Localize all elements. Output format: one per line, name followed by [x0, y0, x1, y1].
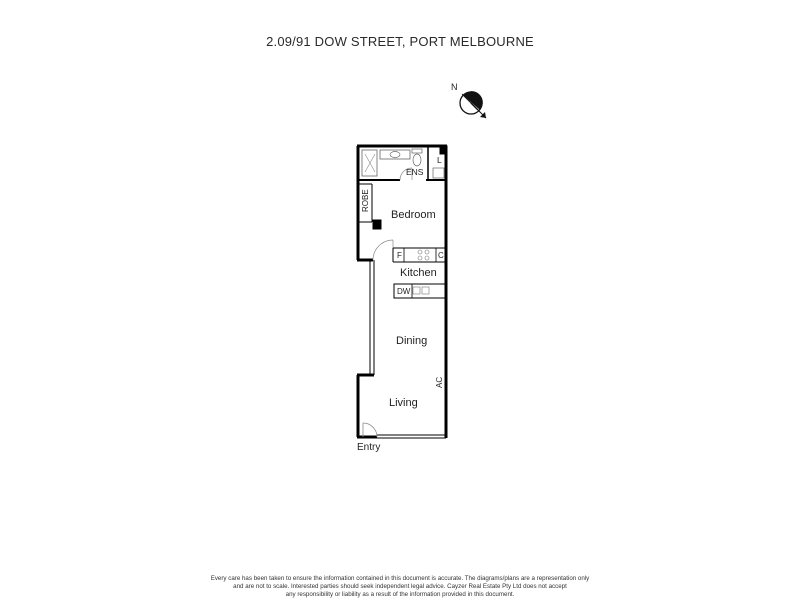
disclaimer-line: and are not to scale. Interested parties should seek independent legal advice. Cayzer Real Estate Pty Ltd does not accept — [233, 583, 567, 590]
north-label: N — [451, 82, 458, 92]
laundry-label: L — [437, 155, 442, 165]
cupboard-label: C — [438, 251, 444, 260]
north-arrow-icon — [460, 91, 486, 118]
dishwasher-label: DW — [397, 287, 411, 296]
entry-label: Entry — [357, 442, 381, 453]
entry-door — [363, 423, 377, 437]
fridge-label: F — [397, 251, 402, 260]
disclaimer-line: Every care has been taken to ensure the information contained in this document is accurate. The diagrams/plans are a representation only — [210, 575, 590, 582]
dining-label: Dining — [396, 335, 428, 347]
robe-label: ROBE — [361, 189, 370, 212]
disclaimer — [180, 575, 620, 599]
ac-label: AC — [435, 376, 444, 388]
bedroom-label: Bedroom — [391, 209, 436, 221]
kitchen-label: Kitchen — [400, 267, 437, 279]
ensuite-label: ENS — [406, 167, 424, 177]
bedroom-door — [373, 240, 393, 260]
ensuite-block — [358, 146, 447, 180]
disclaimer-line: any responsibility or liability as a result of the information provided in this document. — [285, 591, 515, 598]
page-title: 2.09/91 DOW STREET, PORT MELBOURNE — [266, 34, 534, 49]
living-label: Living — [389, 397, 418, 409]
